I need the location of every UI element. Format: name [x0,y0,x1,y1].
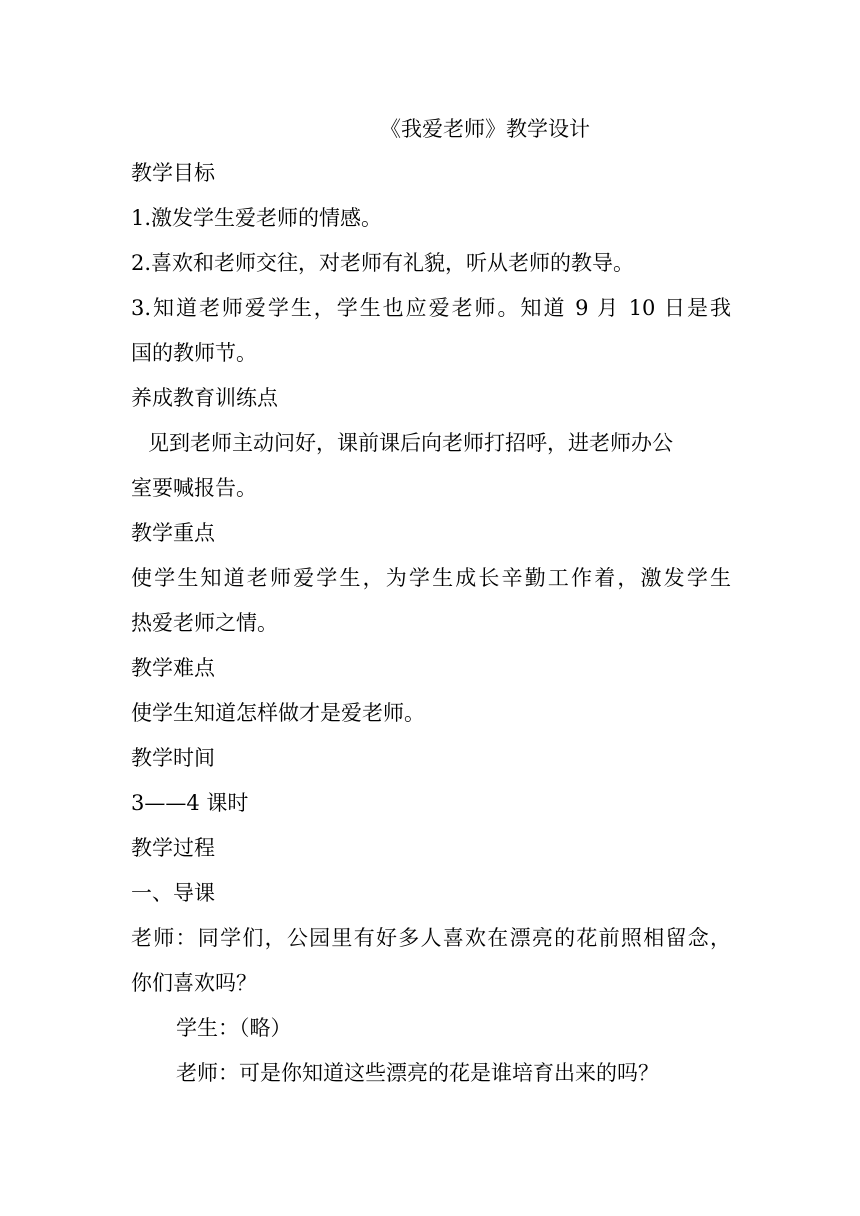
dialogue-line: 学生：（略） [176,1016,292,1040]
paragraph-line: 室要喊报告。 [131,476,257,500]
paragraph-line: 1.激发学生爱老师的情感。 [131,206,383,230]
paragraph-line: 2.喜欢和老师交往，对老师有礼貌，听从老师的教导。 [131,251,635,275]
paragraph-line: 使学生知道老师爱学生，为学生成长辛勤工作着，激发学生 [131,566,731,590]
section-heading: 养成教育训练点 [131,386,278,410]
section-heading: 教学重点 [131,521,215,545]
document-title: 《我爱老师》教学设计 [380,117,590,141]
section-heading: 教学难点 [131,656,215,680]
subsection-heading: 一、导课 [131,881,215,905]
paragraph-line: 见到老师主动问好，课前课后向老师打招呼，进老师办公 [148,431,673,455]
paragraph-line: 3——4 课时 [131,791,249,815]
section-heading: 教学目标 [131,161,215,185]
section-heading: 教学时间 [131,746,215,770]
section-heading: 教学过程 [131,836,215,860]
paragraph-line: 你们喜欢吗？ [131,971,257,995]
paragraph-line: 3.知道老师爱学生，学生也应爱老师。知道 9 月 10 日是我 [131,296,731,320]
dialogue-line: 老师：可是你知道这些漂亮的花是谁培育出来的吗？ [176,1061,659,1085]
paragraph-line: 老师：同学们，公园里有好多人喜欢在漂亮的花前照相留念， [131,926,731,950]
paragraph-line: 国的教师节。 [131,341,257,365]
paragraph-line: 热爱老师之情。 [131,611,278,635]
paragraph-line: 使学生知道怎样做才是爱老师。 [131,701,425,725]
